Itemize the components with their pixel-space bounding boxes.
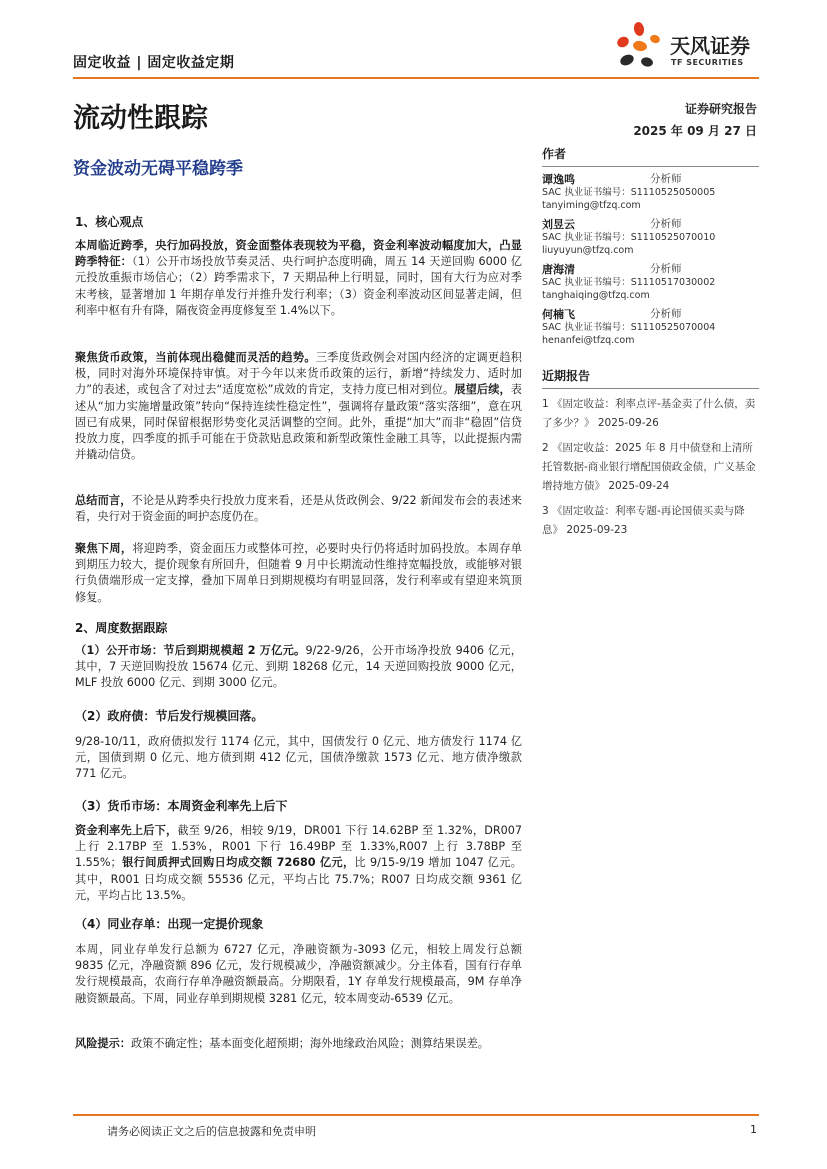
author-email[interactable]: tanyiming@tfzq.com (542, 200, 641, 211)
page-title: 流动性跟踪 (73, 103, 208, 134)
paragraph-government-bonds: 9/28-10/11，政府债拟发行 1174 亿元，其中，国债发行 0 亿元、地方债发行 1174 亿元，国债到期 0 亿元、地方债到期 412 亿元，国债净缴款 1573 亿元、地方债净缴款 771 亿元。 (75, 735, 522, 781)
paragraph-next-week (75, 541, 522, 606)
paragraph-open-market (75, 643, 522, 692)
author-role: 分析师 (650, 173, 682, 185)
para-text: 不论是从跨季央行投放力度来看，还是从货政例会、9/22 新闻发布会的表述来看，央行对于资金面的呵护态度仍在。 (75, 494, 522, 524)
author-role: 分析师 (650, 308, 682, 320)
paragraph-ncd: 本周，同业存单发行总额为 6727 亿元，净融资额为-3093 亿元，相较上周发行总额 9835 亿元，净融资额 896 亿元，发行规模减少，净融资额减少。分主体看，国有行存单发行规模最高，农商行存单净融资额最高。分期限看，1Y 存单发行规模最高，9M 存单净融资额最高。下周，同业存单到期规模 3281 亿元，较本周变动-6539 亿元。 (75, 943, 522, 1005)
para-text: 表述从“加力实施增量政策”转向“保持连续性稳定性”，强调将存量政策“落实落细”，意在巩固已有成果，同时保留根据形势变化灵活调整的空间。此外，重提“加大”而非“稳固”信贷投放力度，四季度的抓手可能在于贷款贴息政策和新型政策性金融工具等，以此提振内需并撬动信贷。 (75, 383, 522, 462)
logo-text-cn: 天风证券 (670, 34, 750, 58)
author-role: 分析师 (650, 218, 682, 230)
report-category: 固定收益 | 固定收益定期 (73, 55, 235, 71)
para-lead: 风险提示： (75, 1037, 131, 1050)
paragraph-money-market (75, 823, 522, 904)
author-sac: SAC 执业证书编号：S1110525070004 (542, 322, 716, 333)
author-name: 刘昱云 (542, 218, 575, 231)
report-type: 证券研究报告 (684, 102, 757, 116)
author-email[interactable]: henanfei@tfzq.com (542, 335, 635, 346)
author-name: 唐海清 (542, 263, 575, 276)
para-text: 9/22-9/26，公开市场净投放 9406 亿元，其中，7 天逆回购投放 15674 亿元、到期 18268 亿元，14 天逆回购投放 9000 亿元，MLF 投放 6000 亿元、到期 3000 亿元。 (75, 644, 522, 690)
author-role: 分析师 (650, 263, 682, 275)
footer-divider (73, 1114, 759, 1116)
paragraph-risk-warning (75, 1036, 522, 1052)
author-email[interactable]: liuyuyun@tfzq.com (542, 245, 634, 256)
recent-report-item[interactable]: 2 《固定收益：2025 年 8 月中债登和上清所托管数据-商业银行增配国债政金债，广义基金增持地方债》 2025-09-24 (542, 442, 756, 492)
subsection-title-money-market: （3）货币市场：本周资金利率先上后下 (75, 799, 288, 813)
subsection-title-ncd: （4）同业存单：出现一定提价现象 (75, 917, 264, 931)
para-text: 截至 9/26，相较 9/19，DR001 下行 14.62BP 至 1.32%，DR007 上行 2.17BP 至 1.53%，R001 下行 16.49BP 至 1.33%,R007 上行 3.78BP 至 1.55%； (75, 824, 522, 870)
recent-report-item[interactable]: 3 《固定收益：利率专题-再论国债买卖与降息》 2025-09-23 (542, 505, 745, 536)
paragraph-core-view (75, 238, 522, 319)
recent-report-item[interactable]: 1 《固定收益：利率点评-基金卖了什么债，卖了多少？》 2025-09-26 (542, 398, 756, 429)
report-date: 2025 年 09 月 27 日 (633, 124, 757, 138)
subsection-title-government-bonds: （2）政府债：节后发行规模回落。 (75, 709, 264, 723)
author-entry (542, 308, 759, 347)
author-sac: SAC 执业证书编号：S1110525070010 (542, 232, 716, 243)
author-email[interactable]: tanghaiqing@tfzq.com (542, 290, 650, 301)
author-name: 谭逸鸣 (542, 173, 575, 186)
footer-disclaimer: 请务必阅读正文之后的信息披露和免责申明 (107, 1125, 316, 1138)
company-logo (610, 20, 760, 72)
section-title-core-views: 1、核心观点 (75, 215, 144, 229)
para-text: 比 9/15-9/19 增加 1047 亿元。其中，R001 日均成交额 55536 亿元，平均占比 75.7%；R007 日均成交额 9361 亿元，平均占比 13.5%。 (75, 856, 522, 902)
paragraph-monetary-policy (75, 350, 522, 463)
header-divider (73, 77, 759, 79)
para-text: 政策不确定性；基本面变化超预期；海外地缘政治风险；测算结果误差。 (130, 1037, 489, 1050)
para-lead: 聚焦货币政策，当前体现出稳健而灵活的趋势。 (75, 351, 316, 364)
para-text: 将迎跨季，资金面压力或整体可控，必要时央行仍将适时加码投放。本周存单到期压力较大，提价现象有所回升，但随着 9 月中长期流动性维持宽幅投放，或能够对银行负债端形成一定支撑，叠加下周单日到期规模均有明显回落，发行利率或有望迎来筑顶修复。 (75, 542, 522, 604)
recent-reports-heading: 近期报告 (542, 367, 759, 389)
para-lead: 总结而言， (75, 494, 132, 507)
author-entry (542, 263, 759, 302)
author-sac: SAC 执业证书编号：S1110517030002 (542, 277, 716, 288)
para-text: 三季度货政例会对国内经济的定调更趋积极，同时对海外环境保持审慎。对于今年以来货币政策的运行，新增“持续发力、适时加力”的表述，或包含了对过去“适度宽松”成效的肯定，支持力度已相对到位。 (75, 351, 522, 397)
author-sac: SAC 执业证书编号：S1110525050005 (542, 187, 716, 198)
author-name: 何楠飞 (542, 308, 575, 321)
section-title-weekly-data: 2、周度数据跟踪 (75, 621, 168, 635)
para-lead: 本周临近跨季，央行加码投放，资金面整体表现较为平稳，资金利率波动幅度加大，凸显跨季特征： (75, 239, 522, 269)
paragraph-summary (75, 493, 522, 525)
author-entry (542, 218, 759, 257)
authors-panel (542, 145, 759, 347)
logo-text-en: TF SECURITIES (671, 58, 744, 67)
para-lead: 聚焦下周， (75, 542, 133, 555)
recent-reports-panel (542, 367, 759, 540)
para-lead: 资金利率先上后下， (75, 824, 178, 837)
page-subtitle: 资金波动无碍平稳跨季 (73, 159, 243, 179)
para-emphasis: 银行间质押式回购日均成交额 72680 亿元， (121, 856, 355, 870)
authors-heading: 作者 (542, 145, 759, 167)
para-lead: （1）公开市场：节后到期规模超 2 万亿元。 (75, 644, 306, 657)
page-number: 1 (750, 1123, 757, 1136)
logo-mark-icon (610, 20, 668, 72)
para-text: （1）公开市场投放节奏灵活、央行呵护态度明确，周五 14 天逆回购 6000 亿元投放重振市场信心；（2）跨季需求下，7 天期品种上行明显，同时，国有大行为应对季末考核，显著增加 1 年期存单发行并推升发行利率；（3）资金利率波动区间显著走阔，但利率中枢有升有降，隔夜资金再度修复至 1.4%以下。 (75, 255, 522, 317)
author-entry (542, 173, 759, 212)
para-emphasis: 展望后续， (454, 383, 511, 397)
